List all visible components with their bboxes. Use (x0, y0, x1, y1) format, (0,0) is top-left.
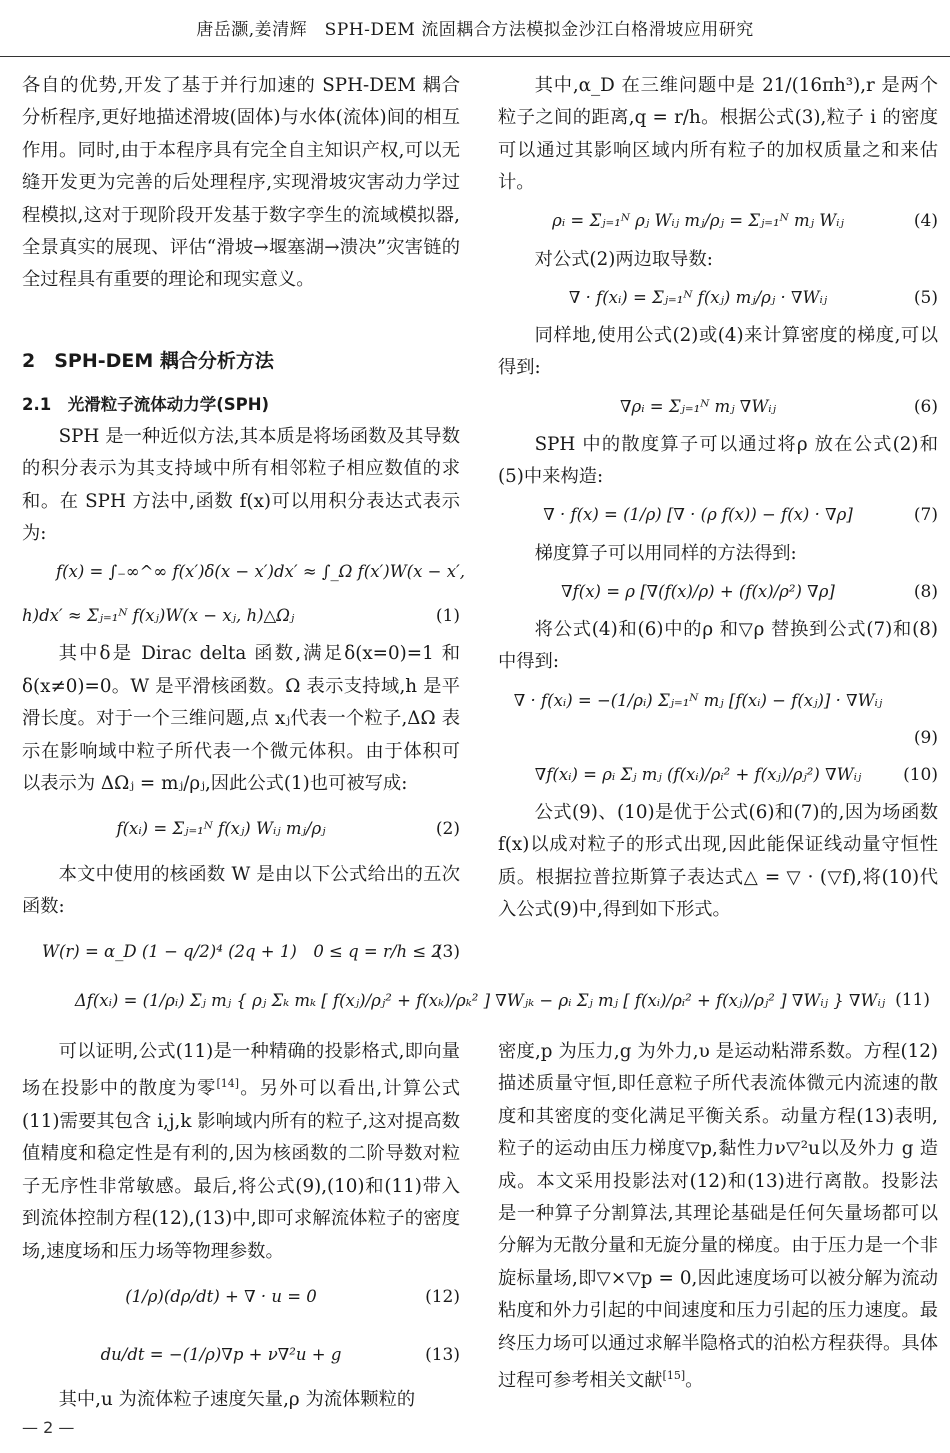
equation-5-number: (5) (913, 287, 938, 308)
equation-9-number: (9) (913, 727, 938, 748)
equation-6-number: (6) (913, 396, 938, 417)
equation-7: ∇ · f(x) = (1/ρ) [∇ · (ρ f(x)) − f(x) · ∇ρ] (7) (498, 494, 938, 538)
equation-2-number: (2) (435, 819, 460, 840)
reference-14: [14] (216, 1077, 240, 1091)
equation-4: ρᵢ = Σⱼ₌₁ᴺ ρⱼ Wᵢⱼ mⱼ/ρⱼ = Σⱼ₌₁ᴺ mⱼ Wᵢⱼ (4) (498, 200, 938, 244)
page-number: — 2 — (22, 1418, 75, 1437)
equation-9: ∇ · f(xᵢ) = −(1/ρᵢ) Σⱼ₌₁ᴺ mⱼ [f(xᵢ) − f(xⱼ)] · ∇Wᵢⱼ (513, 690, 883, 710)
where-paragraph: 其中,u 为流体粒子速度矢量,ρ 为流体颗粒的 (58, 1388, 416, 1410)
derivative-paragraph: 对公式(2)两边取导数: (534, 248, 713, 270)
density-paragraph: 密度,p 为压力,g 为外力,υ 是运动粘滞系数。方程(12)描述质量守恒,即任意粒子所代表流体微元内流速的散度和其密度的变化满足平衡关系。动量方程(13)表明,粒子的运动由压力梯度▽p,黏性力ν▽²u以及外力 g 造成。本文采用投影法对(12)和(13)进行离散。投影法是一种算子分割算法,其理论基础是任何矢量场都可以分解为无散分量和无旋分量的梯度。由于压力是一个非旋标量场,即▽×▽p = 0,因此速度场可以被分解为流动粘度和外力引起的中间速度和压力引起的压力速度。最终压力场可以通过求解半隐格式的泊松方程获得。具体过程可参考相关文献[15]。 (498, 1041, 938, 1392)
equation-3: W(r) = α_D (1 − q/2)⁴ (2q + 1) 0 ≤ q = r/h ≤ 2 (3) (22, 923, 460, 981)
section-title: 2 SPH-DEM 耦合分析方法 (22, 349, 274, 372)
alpha-paragraph: 其中,α_D 在三维问题中是 21/(16πh³),r 是两个粒子之间的距离,q = r/h。根据公式(3),粒子 i 的密度可以通过其影响区域内所有粒子的加权质量之和来估计。 (498, 75, 938, 194)
equation-10-number: (10) (903, 764, 938, 785)
equation-11-number: (11) (895, 990, 930, 1010)
equation-1-number: (1) (435, 606, 460, 627)
equation-1-line-1: f(x) = ∫₋∞^∞ f(x′)δ(x − x′)dx′ ≈ ∫_Ω f(x′)W(x − x′, (56, 562, 466, 582)
kernel-paragraph: 本文中使用的核函数 W 是由以下公式给出的五次函数: (22, 863, 460, 917)
equation-8: ∇f(x) = ρ [∇(f(x)/ρ) + (f(x)/ρ²) ∇ρ] (8) (498, 570, 938, 614)
equation-7-number: (7) (913, 505, 938, 526)
equation-1-line-2: h)dx′ ≈ Σⱼ₌₁ᴺ f(xⱼ)W(x − xⱼ, h)△Ωⱼ (1) (22, 594, 460, 638)
equation-5: ∇ · f(xᵢ) = Σⱼ₌₁ᴺ f(xⱼ) mⱼ/ρⱼ · ∇Wᵢⱼ (5) (498, 276, 938, 320)
reference-15: [15] (662, 1369, 686, 1383)
superiority-paragraph: 公式(9)、(10)是优于公式(6)和(7)的,因为场函数 f(x)以成对粒子的形式出现,因此能保证线动量守恒性质。根据拉普拉斯算子表达式△ = ▽ · (▽f),将(10)代入公式(9)中,得到如下形式。 (498, 801, 938, 921)
divergence-paragraph: SPH 中的散度算子可以通过将ρ 放在公式(2)和(5)中来构造: (498, 433, 938, 488)
equation-2: f(xᵢ) = Σⱼ₌₁ᴺ f(xⱼ) Wᵢⱼ mⱼ/ρⱼ (2) (22, 801, 460, 859)
equation-3-number: (3) (435, 942, 460, 963)
equation-13-number: (13) (425, 1344, 460, 1365)
gradient-paragraph: 同样地,使用公式(2)或(4)来计算密度的梯度,可以得到: (498, 325, 938, 379)
equation-6: ∇ρᵢ = Σⱼ₌₁ᴺ mⱼ ∇Wᵢⱼ (6) (498, 385, 938, 429)
subsection-title: 2.1 光滑粒子流体动力学(SPH) (22, 394, 270, 414)
right-column (498, 70, 938, 927)
equation-12: (1/ρ)(dρ/dt) + ∇ · u = 0 (12) (22, 1268, 460, 1326)
equation-11 (22, 974, 938, 1026)
left-column-lower (22, 1036, 460, 1416)
running-title: 唐岳灏,姜清辉 SPH-DEM 流固耦合方法模拟金沙江白格滑坡应用研究 (196, 20, 754, 40)
equation-4-number: (4) (913, 211, 938, 232)
equation-10: ∇f(xᵢ) = ρᵢ Σⱼ mⱼ (f(xᵢ)/ρᵢ² + f(xⱼ)/ρⱼ²) ∇Wᵢⱼ (10) (498, 753, 938, 797)
sph-paragraph: SPH 是一种近似方法,其本质是将场函数及其导数的积分表示为其支持域中所有相邻粒子相应数值的求和。在 SPH 方法中,函数 f(x)可以用积分表达式表示为: (22, 425, 460, 545)
equation-12-number: (12) (425, 1286, 460, 1307)
left-column (22, 70, 466, 981)
proof-paragraph: 可以证明,公式(11)是一种精确的投影格式,即向量场在投影中的散度为零[14]。另外可以看出,计算公式(11)需要其包含 i,j,k 影响域内所有的粒子,这对提高数值精度和稳定性是有利的,因为核函数的二阶导数对粒子无序性非常敏感。最后,将公式(9),(10)和(11)带入到流体控制方程(12),(13)中,即可求解流体粒子的密度场,速度场和压力场等物理参数。 (22, 1041, 461, 1262)
equation-13: du/dt = −(1/ρ)∇p + ν∇²u + g (13) (22, 1326, 460, 1384)
running-header (0, 0, 950, 57)
equation-8-number: (8) (913, 581, 938, 602)
right-column-lower (498, 1036, 938, 1398)
replace-paragraph: 将公式(4)和(6)中的ρ 和▽ρ 替换到公式(7)和(8)中得到: (498, 619, 938, 673)
dirac-delta-paragraph: 其中δ是 Dirac delta 函数,满足δ(x=0)=1 和δ(x≠0)=0。W 是平滑核函数。Ω 表示支持域,h 是平滑长度。对于一个三维问题,点 xⱼ代表一个粒子,ΔΩ 表示在影响域中粒子所代表一个微元体积。由于体积可以表示为 ΔΩⱼ = mⱼ/ρⱼ,因此公式(1)也可被写成: (22, 643, 460, 795)
intro-paragraph: 各自的优势,开发了基于并行加速的 SPH-DEM 耦合分析程序,更好地描述滑坡(固体)与水体(流体)间的相互作用。同时,由于本程序具有完全自主知识产权,可以无缝开发更为完善的后处理程序,实现滑坡灾害动力学过程模拟,这对于现阶段开发基于数字孪生的流域模拟器,全景真实的展现、评估“滑坡→堰塞湖→溃决”灾害链的全过程具有重要的理论和现实意义。 (22, 75, 460, 291)
equation-11-body: Δf(xᵢ) = (1/ρᵢ) Σⱼ mⱼ { ρⱼ Σₖ mₖ [ f(xⱼ)/ρⱼ² + f(xₖ)/ρₖ² ] ∇Wⱼₖ − ρᵢ Σⱼ mⱼ [ f(xᵢ)/ρᵢ² + f(xⱼ)/ρⱼ² ] ∇Wᵢⱼ } ∇Wᵢⱼ (74, 990, 886, 1010)
gradient-operator-paragraph: 梯度算子可以用同样的方法得到: (534, 542, 797, 564)
